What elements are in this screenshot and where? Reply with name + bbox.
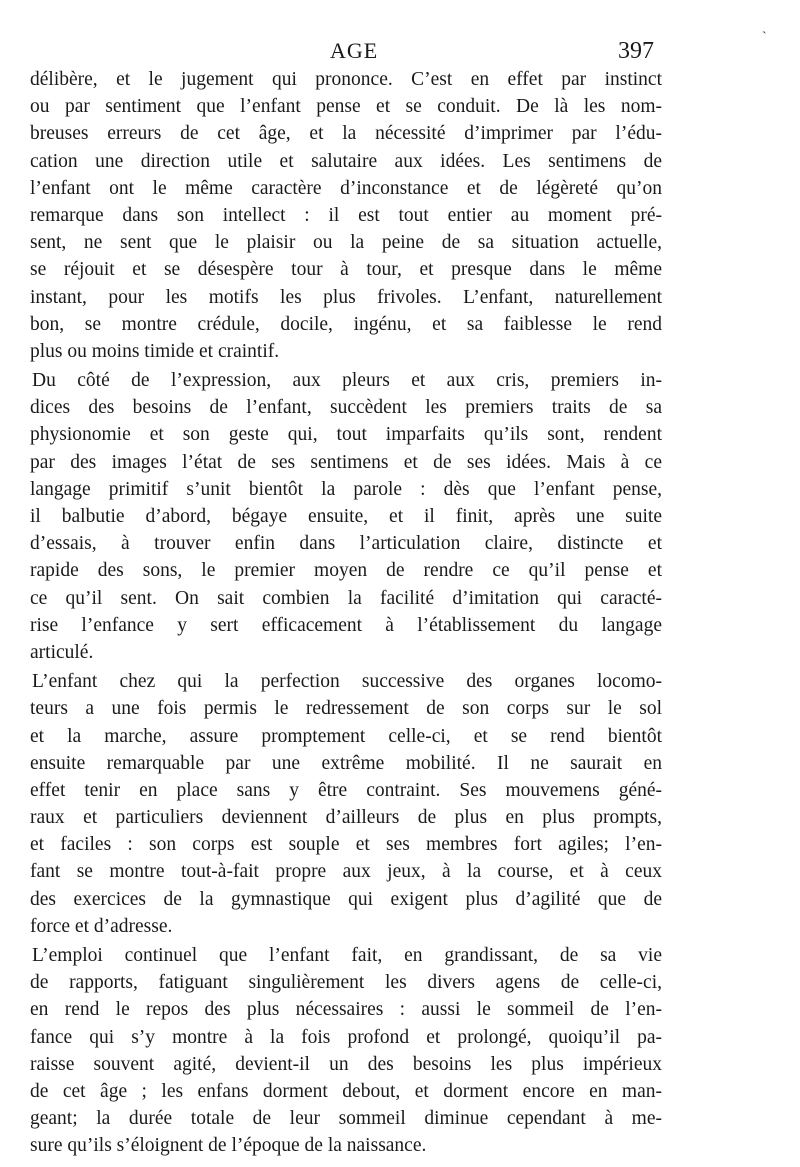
text-line: et la marche, assure promptement celle-ci, et se rend bientôt bbox=[30, 725, 662, 747]
text-line: bon, se montre crédule, docile, ingénu, et sa faiblesse le rend bbox=[30, 313, 662, 335]
text-line: physionomie et son geste qui, tout imparfaits qu’ils sont, rendent bbox=[30, 424, 662, 446]
text-line: et faciles : son corps est souple et ses membres fort agiles; l’en- bbox=[30, 834, 662, 856]
text-line: ou par sentiment que l’enfant pense et se conduit. De là les nom- bbox=[30, 96, 662, 118]
text-line: sent, ne sent que le plaisir ou la peine de sa situation actuelle, bbox=[30, 232, 662, 254]
paragraph bbox=[30, 668, 662, 940]
text-line: force et d’adresse. bbox=[30, 915, 173, 937]
text-line: fance qui s’y montre à la fois profond et prolongé, quoiqu’il pa- bbox=[30, 1026, 662, 1048]
paragraph bbox=[30, 367, 662, 666]
text-line: ce qu’il sent. On sait combien la facilité d’imitation qui caracté- bbox=[30, 587, 662, 609]
text-line: geant; la durée totale de leur sommeil diminue cependant à me- bbox=[30, 1108, 662, 1130]
text-line: instant, pour les motifs les plus frivoles. L’enfant, naturellement bbox=[30, 286, 662, 308]
paragraph bbox=[30, 942, 662, 1160]
text-line: se réjouit et se désespère tour à tour, et presque dans le même bbox=[30, 259, 662, 281]
text-line: breuses erreurs de cet âge, et la nécessité d’imprimer par l’édu- bbox=[30, 123, 662, 145]
margin-speck: ˋ bbox=[762, 30, 767, 45]
text-line: rise l’enfance y sert efficacement à l’établissement du langage bbox=[30, 614, 662, 636]
page-number: 397 bbox=[618, 38, 654, 64]
text-line: l’enfant ont le même caractère d’inconstance et de légèreté qu’on bbox=[30, 177, 662, 199]
text-line: effet tenir en place sans y être contraint. Ses mouvemens géné- bbox=[30, 779, 662, 801]
running-title: AGE bbox=[330, 38, 379, 63]
text-line: par des images l’état de ses sentimens et de ses idées. Mais à ce bbox=[30, 451, 662, 473]
text-line: langage primitif s’unit bientôt la parole : dès que l’enfant pense, bbox=[30, 478, 662, 500]
text-line: en rend le repos des plus nécessaires : aussi le sommeil de l’en- bbox=[30, 999, 662, 1021]
text-line: fant se montre tout-à-fait propre aux jeux, à la course, et à ceux bbox=[30, 861, 662, 883]
text-line: rapide des sons, le premier moyen de rendre ce qu’il pense et bbox=[30, 560, 662, 582]
text-line: teurs a une fois permis le redressement de son corps sur le sol bbox=[30, 698, 662, 720]
text-line: sure qu’ils s’éloignent de l’époque de la naissance. bbox=[30, 1135, 427, 1157]
text-line: il balbutie d’abord, bégaye ensuite, et il finit, après une suite bbox=[30, 506, 662, 527]
paragraph bbox=[30, 66, 662, 365]
text-line: Du côté de l’expression, aux pleurs et aux cris, premiers in- bbox=[32, 370, 662, 392]
text-line: L’emploi continuel que l’enfant fait, en grandissant, de sa vie bbox=[32, 945, 662, 966]
text-line: de rapports, fatiguant singulièrement les divers agens de celle-ci, bbox=[30, 972, 662, 994]
text-line: ensuite remarquable par une extrême mobilité. Il ne saurait en bbox=[30, 752, 662, 774]
text-line: remarque dans son intellect : il est tout entier au moment pré- bbox=[30, 204, 662, 226]
text-line: délibère, et le jugement qui prononce. C’est en effet par instinct bbox=[30, 69, 662, 90]
text-line: dices des besoins de l’enfant, succèdent les premiers traits de sa bbox=[30, 397, 662, 419]
body-text bbox=[30, 66, 662, 1160]
text-line: cation une direction utile et salutaire aux idées. Les sentimens de bbox=[30, 150, 662, 172]
text-line: d’essais, à trouver enfin dans l’articulation claire, distincte et bbox=[30, 533, 662, 555]
text-line: plus ou moins timide et craintif. bbox=[30, 340, 280, 362]
text-line: articulé. bbox=[30, 641, 94, 663]
text-line: raisse souvent agité, devient-il un des besoins les plus impérieux bbox=[30, 1053, 662, 1075]
text-line: des exercices de la gymnastique qui exigent plus d’agilité que de bbox=[30, 888, 662, 910]
text-line: de cet âge ; les enfans dorment debout, et dorment encore en man- bbox=[30, 1080, 662, 1102]
text-line: raux et particuliers deviennent d’ailleurs de plus en plus prompts, bbox=[30, 807, 662, 829]
text-line: L’enfant chez qui la perfection successive des organes locomo- bbox=[32, 671, 662, 693]
